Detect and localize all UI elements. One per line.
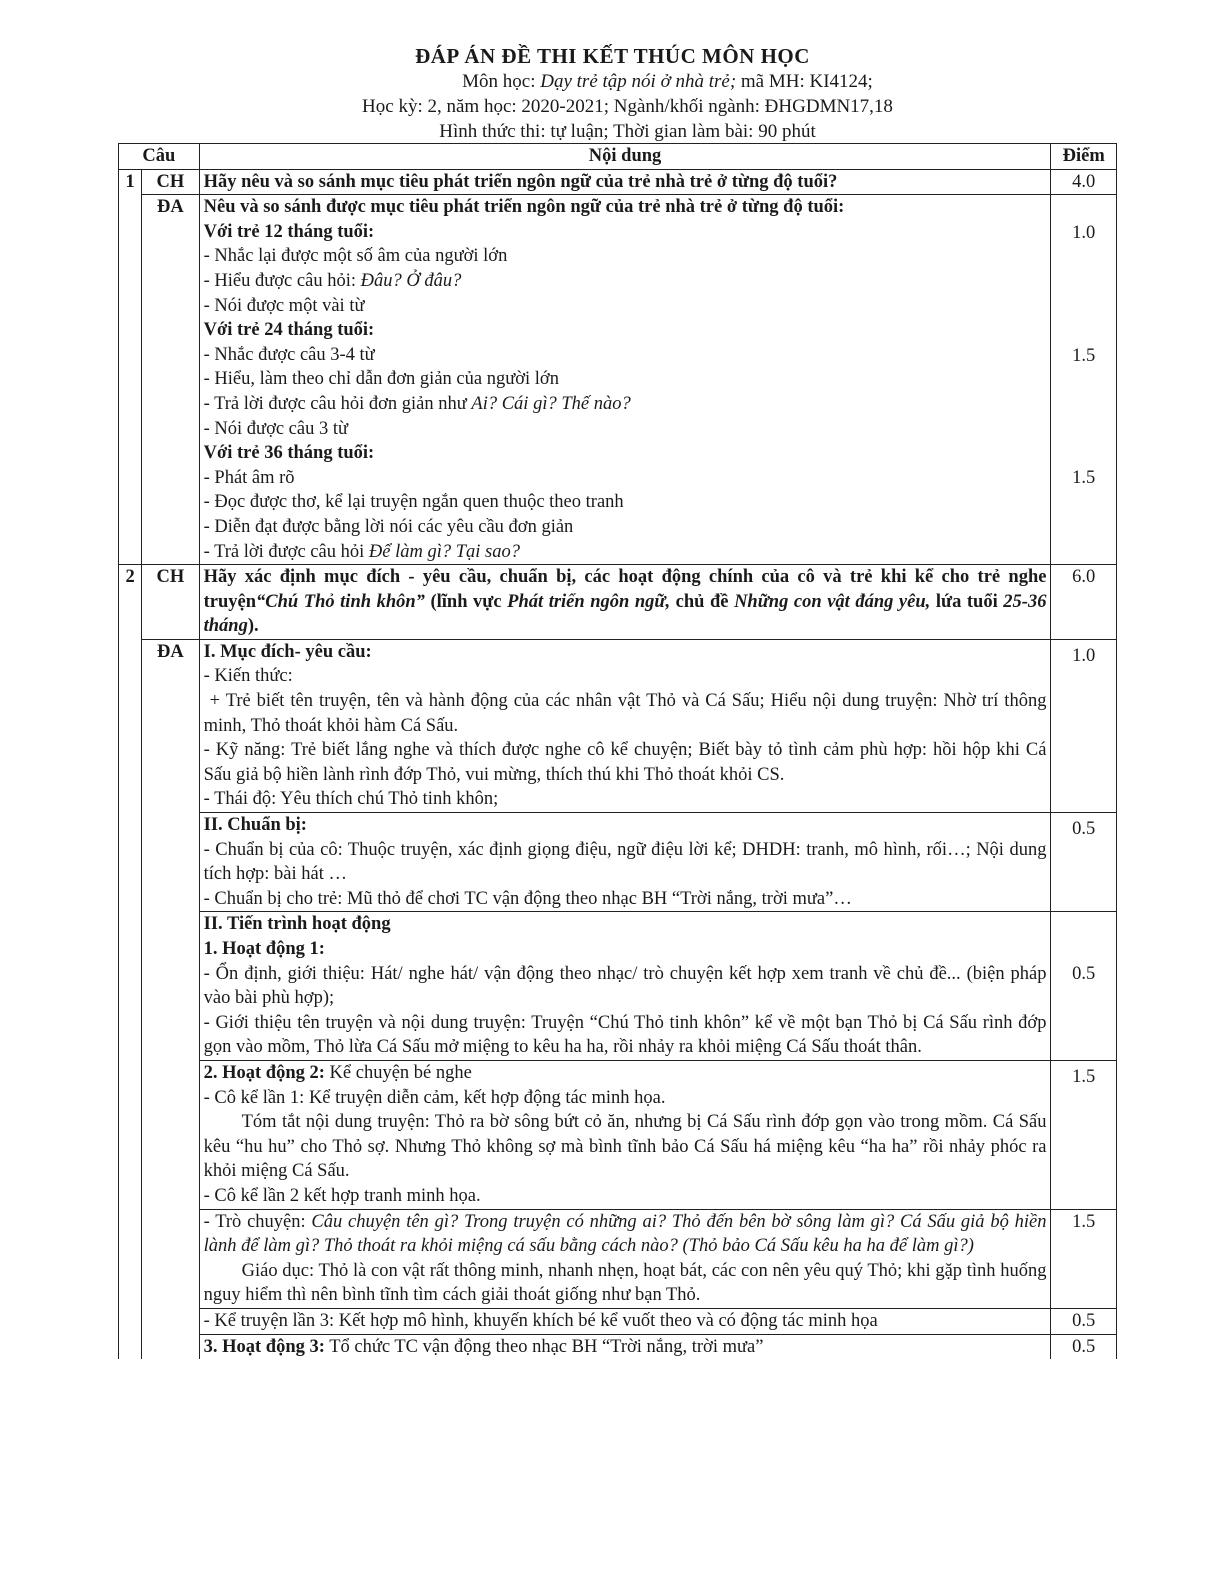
subject-code: mã MH: KI4124;: [740, 71, 873, 92]
prep-section: [199, 813, 1051, 912]
prep-teacher: - Chuẩn bị của cô: Thuộc truyện, xác định giọng điệu, ngữ điệu lời kể; DHDH: tranh, mô hình, rối…; Nội dung tích hợp: bài hát …: [203, 839, 1047, 885]
act2-line2: - Cô kể lần 2 kết hợp tranh minh họa.: [203, 1185, 481, 1206]
age12-heading: Với trẻ 12 tháng tuổi:: [203, 221, 375, 242]
q2-age: 25-36 tháng: [203, 591, 1047, 637]
q2-topic: Những con vật đáng yêu,: [734, 591, 931, 612]
edu-text: Giáo dục: Thỏ là con vật rất thông minh, nhanh nhẹn, hoạt bát, các con nên yêu quý Thỏ; khi gặp tình huống nguy hiểm thì nên bình tĩnh tìm cách giải thoát giống như bạn Thỏ.: [203, 1260, 1047, 1306]
q2-story-title: “Chú Thỏ tinh khôn”: [256, 591, 425, 612]
q1-answer-body: [199, 195, 1051, 565]
q2-question-score: 6.0: [1051, 565, 1117, 640]
q2-act3-row: [119, 1334, 1117, 1359]
act1-score: [1051, 912, 1117, 1061]
act2-score: [1051, 1060, 1117, 1209]
q2-question-part2: (lĩnh vực: [424, 591, 508, 612]
subject-line: [0, 69, 1225, 94]
q2-question-part1: Hãy xác định mục đích - yêu cầu, chuẩn bị, các hoạt động chính của cô và trẻ khi kể cho trẻ nghe truyện: [203, 567, 1047, 612]
talk-questions: Câu chuyện tên gì? Trong truyện có những ai? Thỏ đến bên bờ sông làm gì? Cá Sấu giả bộ hiền lành để làm gì? Thỏ thoát ra khỏi miệng cá sấu bằng cách nào? (Thỏ bảo Cá Sấu kêu ha ha để làm gì?): [203, 1211, 1047, 1257]
act2-score-value: 1.5: [1072, 1066, 1096, 1087]
q1-number: 1: [119, 169, 142, 565]
attitude-text: - Thái độ: Yêu thích chú Thỏ tinh khôn;: [203, 789, 499, 810]
age24-score: 1.5: [1072, 345, 1096, 366]
goals-heading: I. Mục đích- yêu cầu:: [203, 641, 372, 662]
skills-text: - Kỹ năng: Trẻ biết lắng nghe và thích được nghe cô kể chuyện; Biết bày tỏ tình cảm phù hợp: hồi hộp khi Cá Sấu giả bộ hiền lành rình đớp Thỏ, vui mừng, thích thú khi Thỏ thoát khỏi CS.: [203, 740, 1047, 785]
age24-line1: - Nhắc được câu 3-4 từ: [203, 344, 375, 365]
age12-line2: [204, 269, 1047, 294]
q1-answer-row: [119, 195, 1117, 565]
q2-goals-row: [119, 639, 1117, 812]
q1-answer-scores: [1051, 195, 1117, 565]
col-score-header: Điểm: [1051, 144, 1117, 170]
subject-label: Môn học:: [462, 71, 536, 92]
q2-question-text: [199, 565, 1051, 640]
age24-line2: - Hiểu, làm theo chỉ dẫn đơn giản của người lớn: [203, 369, 559, 390]
age36-line2: - Đọc được thơ, kể lại truyện ngắn quen thuộc theo tranh: [203, 492, 624, 513]
age12-line1: - Nhắc lại được một số âm của người lớn: [203, 246, 508, 267]
retell-text: - Kể truyện lần 3: Kết hợp mô hình, khuyến khích bé kể vuốt theo và có động tác minh họa: [199, 1308, 1051, 1334]
q2-question-part4: lứa tuổi: [930, 591, 1004, 612]
age24-line3-text: - Trả lời được câu hỏi đơn giản như: [203, 393, 472, 414]
goals-score-value: 1.0: [1072, 645, 1096, 666]
act2-heading-bold: 2. Hoạt động 2:: [203, 1062, 325, 1083]
semester-line: Học kỳ: 2, năm học: 2020-2021; Ngành/khối ngành: ĐHGDMN17,18: [362, 96, 893, 117]
goals-score: [1051, 639, 1117, 812]
q2-question-row: [119, 565, 1117, 640]
act1-line2: - Giới thiệu tên truyện và nội dung truyện: Truyện “Chú Thỏ tinh khôn” kể về một bạn Thỏ bị Cá Sấu rình đớp gọn vào mồm, Thỏ lừa Cá Sấu mở miệng to kêu ha ha, rồi nhảy ra khỏi miệng Cá Sấu thoát thân.: [203, 1012, 1047, 1058]
age36-line3: - Diễn đạt được bằng lời nói các yêu cầu đơn giản: [203, 516, 574, 537]
prep-heading: II. Chuẩn bị:: [203, 815, 307, 836]
col-content-header: Nội dung: [199, 144, 1051, 170]
act2-heading-rest: Kể chuyện bé nghe: [324, 1062, 472, 1083]
age24-line3-italic: Ai? Cái gì? Thế nào?: [471, 393, 631, 414]
process-heading: II. Tiến trình hoạt động: [203, 914, 391, 935]
q1-question-text: Hãy nêu và so sánh mục tiêu phát triển ngôn ngữ của trẻ nhà trẻ ở từng độ tuổi?: [199, 169, 1051, 195]
act3-score: 0.5: [1051, 1334, 1117, 1359]
q2-retell-row: [119, 1308, 1117, 1334]
act2-summary: Tóm tắt nội dung truyện: Thỏ ra bờ sông bứt cỏ ăn, nhưng bị Cá Sấu rình đớp gọn vào trong mồm. Cá Sấu kêu “hu hu” cho Thỏ sợ. Nhưng Thỏ không sợ mà bình tĩnh bảo Cá Sấu há miệng kêu “ha ha” rồi nhảy phóc ra khỏi miệng Cá Sấu.: [203, 1112, 1047, 1182]
q2-question-end: ).: [247, 616, 259, 637]
age36-score: 1.5: [1072, 468, 1096, 489]
age24-line4: - Nói được câu 3 từ: [203, 418, 349, 439]
q2-act1-row: [119, 912, 1117, 1061]
q2-act2-row: [119, 1060, 1117, 1209]
age36-line4-text: - Trả lời được câu hỏi: [203, 541, 369, 562]
q1-ch-tag: CH: [142, 169, 199, 195]
q2-number: 2: [119, 565, 142, 1360]
format-line: Hình thức thi: tự luận; Thời gian làm bài: 90 phút: [439, 121, 816, 142]
q1-question-score: 4.0: [1051, 169, 1117, 195]
talk-section: [199, 1209, 1051, 1308]
talk-text: [204, 1210, 1047, 1259]
act2-line1: - Cô kể lần 1: Kể truyện diễn cảm, kết hợp động tác minh họa.: [203, 1087, 666, 1108]
q2-question-part3: chủ đề: [670, 591, 735, 612]
col-question-header: Câu: [119, 144, 200, 170]
goals-section: [199, 639, 1051, 812]
act3-text: Tổ chức TC vận động theo nhạc BH “Trời nắng, trời mưa”: [324, 1336, 764, 1357]
answer-table: [118, 143, 1117, 1359]
act1-score-value: 0.5: [1072, 964, 1096, 985]
prep-score: [1051, 813, 1117, 912]
q2-prep-row: [119, 813, 1117, 912]
q2-field: Phát triển ngôn ngữ,: [507, 591, 671, 612]
act3-heading: 3. Hoạt động 3:: [203, 1336, 325, 1357]
document-header: [0, 44, 1225, 144]
age24-line3: [204, 392, 1047, 417]
document-title: ĐÁP ÁN ĐỀ THI KẾT THÚC MÔN HỌC: [415, 44, 810, 68]
prep-score-value: 0.5: [1072, 819, 1096, 840]
act2-section: [199, 1060, 1051, 1209]
q1-question-row: [119, 169, 1117, 195]
prep-child: - Chuẩn bị cho trẻ: Mũ thỏ để chơi TC vận động theo nhạc BH “Trời nắng, trời mưa”…: [203, 888, 852, 909]
knowledge-label: - Kiến thức:: [203, 666, 293, 687]
retell-score: 0.5: [1051, 1308, 1117, 1334]
age36-line1: - Phát âm rõ: [203, 467, 295, 488]
q2-ch-tag: CH: [142, 565, 199, 640]
knowledge-text: + Trẻ biết tên truyện, tên và hành động của các nhân vật Thỏ và Cá Sấu; Hiểu nội dung truyện: Nhờ trí thông minh, Thỏ thoát khỏi hàm Cá Sấu.: [203, 691, 1047, 736]
act1-line1: - Ổn định, giới thiệu: Hát/ nghe hát/ vận động theo nhạc/ trò chuyện kết hợp xem tranh về chủ đề... (biện pháp vào bài phù hợp);: [203, 963, 1047, 1009]
age36-line4: [204, 540, 1047, 565]
talk-score: 1.5: [1051, 1209, 1117, 1308]
q2-da-tag: ĐA: [142, 639, 199, 1359]
age24-heading: Với trẻ 24 tháng tuổi:: [203, 320, 375, 341]
act3-section: [199, 1334, 1051, 1359]
age12-score: 1.0: [1072, 223, 1096, 244]
age12-line2-italic: Đâu? Ở đâu?: [360, 270, 462, 291]
talk-label: - Trò chuyện:: [203, 1211, 312, 1232]
q1-answer-heading: Nêu và so sánh được mục tiêu phát triển ngôn ngữ của trẻ nhà trẻ ở từng độ tuổi:: [203, 197, 845, 218]
act1-section: [199, 912, 1051, 1061]
table-header-row: [119, 144, 1117, 170]
age36-heading: Với trẻ 36 tháng tuổi:: [203, 443, 375, 464]
q1-da-tag: ĐA: [142, 195, 199, 565]
age36-line4-italic: Để làm gì? Tại sao?: [368, 541, 520, 562]
age12-line2-text: - Hiểu được câu hỏi:: [203, 270, 361, 291]
subject-name: Dạy trẻ tập nói ở nhà trẻ;: [540, 71, 737, 92]
age12-line3: - Nói được một vài từ: [203, 295, 365, 316]
q2-talk-row: [119, 1209, 1117, 1308]
act2-heading: [204, 1061, 1047, 1086]
act1-heading: 1. Hoạt động 1:: [203, 939, 325, 959]
